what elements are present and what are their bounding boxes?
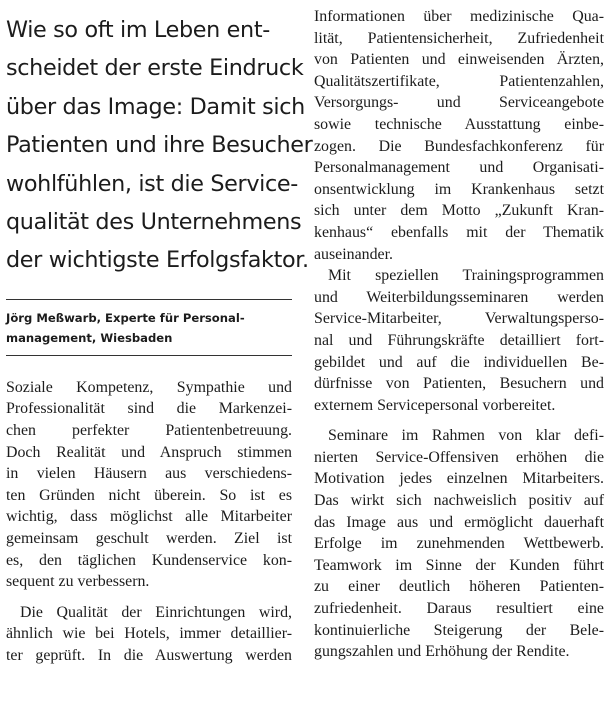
text-line: Personalmanagement und Organisati- — [314, 159, 604, 177]
author-attribution — [6, 299, 292, 356]
text-line: zufriedenheit. Daraus resultiert eine — [314, 600, 604, 618]
text-line: in vielen Häusern aus verschiedens- — [6, 465, 292, 483]
text-line: sowie technische Ausstattung einbe- — [314, 115, 604, 133]
text-line: gebildet und auf die individuellen Be- — [314, 353, 604, 371]
pull-quote-line: Patienten und ihre Besucher — [6, 132, 313, 159]
text-line: Teamwork im Sinne der Kunden führt — [314, 556, 604, 574]
pull-quote-line: über das Image: Damit sich — [6, 93, 305, 120]
text-line: Erfolge im zunehmenden Wettbewerb. — [314, 535, 604, 553]
text-line: das Image aus und ermöglicht dauerhaft — [314, 513, 604, 531]
text-line: onsentwicklung im Krankenhaus setzt — [314, 180, 604, 198]
text-line: gemeinsam geschult werden. Ziel ist — [6, 530, 292, 547]
pull-quote — [6, 10, 313, 280]
left-column — [6, 10, 313, 667]
text-line: zu einer deutlich höheren Patienten- — [314, 578, 604, 596]
text-line: wichtig, dass möglichst alle Mitarbeiter — [6, 508, 292, 526]
text-line: Informationen über medizinische Qua- — [314, 8, 604, 25]
text-line: ten Gründen nicht überein. So ist es — [6, 486, 292, 504]
text-line: Seminare im Rahmen von klar defi- — [328, 427, 604, 445]
author-line: Jörg Meßwarb, Experte für Personal- — [6, 310, 245, 325]
pull-quote-line: wohlfühlen, ist die Service- — [6, 170, 298, 197]
text-line: Qualitätszertifikate, Patientenzahlen, — [314, 72, 604, 90]
text-line: lität, Patientensicherheit, Zufriedenheit — [314, 29, 604, 47]
pull-quote-line: Wie so oft im Leben ent- — [6, 17, 270, 43]
text-line: sequent zu verbessern. — [6, 573, 150, 591]
pull-quote-line: der wichtigste Erfolgsfaktor. — [6, 247, 309, 274]
text-line: sich unter dem Motto „Zukunft Kran- — [314, 202, 604, 220]
text-line: und Weiterbildungsseminaren werden — [314, 288, 604, 306]
text-line: Doch Realität und Anspruch stimmen — [6, 443, 292, 461]
right-column — [314, 6, 604, 663]
text-line: kontinuierliche Steigerung der Bele- — [314, 621, 604, 639]
pull-quote-line: scheidet der erste Eindruck — [6, 55, 304, 82]
text-line: dürfnisse von Patienten, Besuchern und — [314, 375, 604, 393]
text-line: externem Servicepersonal vorbereitet. — [314, 396, 556, 414]
text-line: kenhaus“ ebenfalls mit der Thematik — [314, 223, 604, 241]
text-line: Motivation jedes einzelnen Mitarbeiters. — [314, 470, 604, 488]
text-line: Versorgungs- und Serviceangebote — [314, 94, 604, 112]
text-line: ter geprüft. In die Auswertung werden — [6, 646, 292, 664]
text-line: nal und Führungskräfte detailliert fort- — [314, 331, 604, 349]
text-line: es, den täglichen Kundenservice kon- — [6, 551, 292, 569]
text-line: ähnlich wie bei Hotels, immer detaillier- — [6, 625, 292, 643]
text-line: chen perfekter Patientenbetreuung. — [6, 422, 292, 440]
pull-quote-line: qualität des Unternehmens — [6, 209, 302, 236]
text-line: auseinander. — [314, 245, 393, 263]
left-body-text — [6, 377, 292, 667]
text-line: von Patienten und einweisenden Ärzten, — [314, 51, 604, 69]
text-line: zogen. Die Bundesfachkonferenz für — [314, 137, 604, 155]
text-line: gungszahlen und Erhöhung der Rendite. — [314, 643, 570, 661]
text-line: Die Qualität der Einrichtungen wird, — [20, 603, 292, 621]
text-line: Mit speziellen Trainingsprogrammen — [328, 267, 604, 285]
author-line: management, Wiesbaden — [6, 330, 173, 345]
right-body-text — [314, 6, 604, 663]
text-line: Professionalität sind die Markenzei- — [6, 400, 292, 418]
text-line: nierten Service-Offensiven erhöhen die — [314, 448, 604, 466]
text-line: Service-Mitarbeiter, Verwaltungsperso- — [314, 310, 604, 328]
text-line: Das wirkt sich nachweislich positiv auf — [314, 492, 604, 510]
text-line: Soziale Kompetenz, Sympathie und — [6, 378, 292, 396]
